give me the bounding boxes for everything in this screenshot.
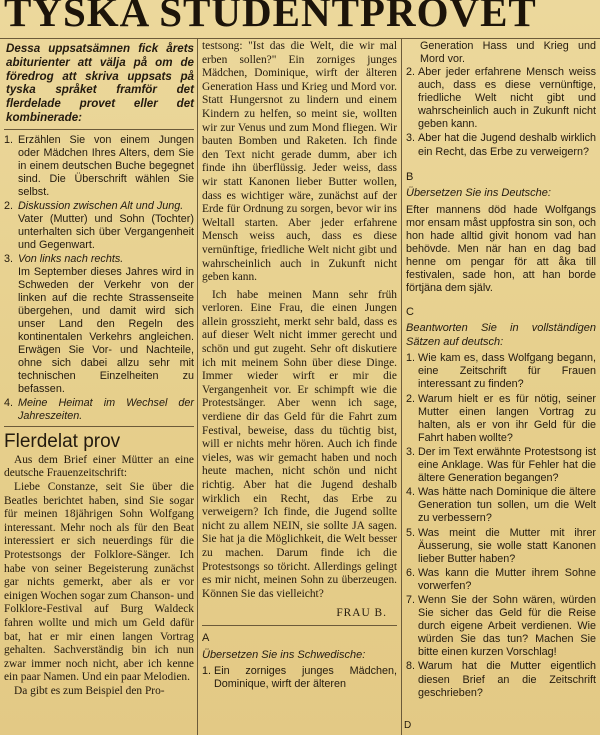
question-6: 6. Was kann die Mutter ihrem Sohne vorwerfen? xyxy=(406,566,596,592)
signature: FRAU B. xyxy=(336,607,387,620)
topic-2-title: Diskussion zwischen Alt und Jung. xyxy=(18,199,184,212)
question-3: 3. Der im Text erwähnte Protestsong ist eine Anklage. Was für Fehler hat die ältere Generation begangen? xyxy=(406,445,596,485)
topic-2-text: Vater (Mutter) und Sohn (Tochter) unterhalten sich über Vergangenheit und Gegenwart. xyxy=(18,212,194,251)
section-a-items xyxy=(202,665,397,691)
letter-paragraph-2: Ich habe meinen Mann sehr früh verloren. Eine Frau, die einen Jungen allein grosszieht, merkt sehr bald, dass es auf dieser Welt nicht immer gerecht und schön und gut zugeht. Sehr oft diskutiere ich mit meinem Sohn über diese Dinge. Immer wieder wirft er mir die Vergangenheit vor. Er schimpft wie die Protestsänger. Aber wenn ich sage, verdiene dir das Geld für die Fahrt zum Festival, beweise, dass du tüchtig bist, will er nichts mehr hören. Auch ich finde vieles, was wir gemacht haben und noch heute machen, nicht schön und nicht richtig. Aber hat die Jugend deshalb wirklich ein Recht, das Erbe zu verweigern? Ich finde, die Jugend sollte nicht zu allem NEIN, sie sollte JA sagen. Sie hat ja die Möglichkeit, die Welt besser zu machen. Darum finde ich die Protestsongs so töricht. Allerdings gelingt es mir nicht, meinen Sohn zu überzeugen. Können Sie das vielleicht? xyxy=(202,288,397,600)
topics-rule xyxy=(4,426,194,427)
letter-paragraph-1: testsong: "Ist das die Welt, die wir mal erben sollen?" Ein zorniges junges Mädchen, Dominique, wirft der älteren Generation Hass und Krieg und Mord vor. Statt Hungersnot zu lindern und einem Kindern zu helfen, so meint sie, wollten wir zur Venus und zum Mond fliegen. Wir bauten Bomben und Raketen. Ich finde den Text nicht gerade dumm, aber ich finde ihn überflüssig. Jeder weiss, dass wir statt Kanonen lieber Butter wollen, dass es wichtiger wäre, zunächst auf der Erde für Ordnung zu sorgen, bevor wir ins Weltall starten. Aber jeder erfahrene Mensch weiss auch, dass es diese vernünftige, friedliche Welt nicht gibt und wahrscheinlich auch in Zukunft nicht geben kann. xyxy=(202,40,397,284)
column-2 xyxy=(202,38,397,692)
letter-tail: Da gibt es zum Beispiel den Pro- xyxy=(14,684,165,697)
section-a-item-2: 2. Aber jeder erfahrene Mensch weiss auch, dass es diese vernünftige, friedliche Welt nicht gibt und wahrscheinlich auch in Zukunft nicht geben kann. xyxy=(406,66,596,131)
section-a-letter: A xyxy=(202,631,210,644)
section-c-questions xyxy=(406,352,596,699)
intro-rule xyxy=(4,129,194,130)
letter-body: Liebe Constanze, seit Sie über die Beatles berichtet haben, sind Sie sogar für meinen 18jährigen Sohn Wolfgang interessant. Mehr noch als für den Beat interessiert er sich neuerdings für die Protestsongs der Folklore-Sänger. Ich habe von seiner Begeisterung zunächst gar nichts gemerkt, aber als er vor einigen Wochen sogar zum Chanson- und Folklore-Festival auf Burg Waldeck fahren wollte und mich um Geld dafür bat, hat er mir einen langen Vortrag gehalten. Sachverständig bin ich nun zwar immer noch nicht, aber ich kenne ein paar Namen. Und ein paar Melodien. xyxy=(4,480,194,684)
topic-4: 4. Meine Heimat im Wechsel der Jahreszeiten. xyxy=(4,396,194,422)
section-b-instruction: Übersetzen Sie ins Deutsche: xyxy=(406,187,551,200)
column-rule-2 xyxy=(401,38,402,735)
column-1 xyxy=(4,38,194,698)
topic-3: 3. Von links nach rechts. Im September dieses Jahres wird in Schweden der Verkehr von der linken auf die rechte Strassenseite übergehen, und damit wird sich unser Land den Regeln des kontinentalen Verkehrs angleichen. Erwägen Sie Vor- und Nachteile, ohne sich dabei allzu sehr mit technischen Einzelheiten zu befassen. xyxy=(4,252,194,395)
question-7: 7. Wenn Sie der Sohn wären, würden Sie sicher das Geld für die Reise durch eigene Arbeit verdienen. Wie würden Sie das tun? Machen Sie bitte einen kurzen Vorschlag! xyxy=(406,593,596,659)
section-b-text: Efter mannens död hade Wolfgangs mor ensam måst uppfostra sin son, och hon hade alltid givit honom vad han behövde. Men när han en dag bad henne om pengar för att åka till festivalen, sade hon, att han borde förtjäna dem själv. xyxy=(406,203,596,295)
letter-lead: Aus dem Brief einer Mütter an eine deutsche Frauenzeitschrift: xyxy=(4,453,194,480)
question-4: 4. Was hätte nach Dominique die ältere Generation tun sollen, um die Welt zu verbessern? xyxy=(406,486,596,525)
section-a-instruction: Übersetzen Sie ins Schwedische: xyxy=(202,648,366,661)
column-3 xyxy=(406,38,596,701)
topic-3-title: Von links nach rechts. xyxy=(18,252,124,265)
section-a-item-3: 3. Aber hat die Jugend deshalb wirklich ein Recht, das Erbe zu verweigern? xyxy=(406,132,596,158)
topic-2: 2. Diskussion zwischen Alt und Jung. Vater (Mutter) und Sohn (Tochter) unterhalten sich über Vergangenheit und Gegenwart. xyxy=(4,199,194,251)
question-5: 5. Was meint die Mutter mit ihrer Äusserung, sie wolle statt Kanonen lieber Butter haben? xyxy=(406,526,596,565)
question-2: 2. Warum hielt er es für nötig, seiner Mutter einen langen Vortrag zu halten, als er von ihr Geld für die Fahrt haben wollte? xyxy=(406,392,596,444)
column-rule-1 xyxy=(197,38,198,735)
section-a-continued: Generation Hass und Krieg und Mord vor. xyxy=(420,40,596,65)
section-c-letter: C xyxy=(406,305,414,318)
intro-text: Dessa uppsatsämnen fick årets abiturienter att välja på om de föredrog att skriva uppsats på tyska språket framför det flerdelade provet eller det kombinerade: xyxy=(6,42,194,124)
section-a-item: 1. Ein zorniges junges Mädchen, Dominique, wirft der älteren xyxy=(202,665,397,691)
signature-rule xyxy=(202,625,397,626)
question-8: 8. Warum hat die Mutter eigentlich diesen Brief an die Zeitschrift geschrieben? xyxy=(406,660,596,699)
topic-1: 1. Erzählen Sie von einem Jungen oder Mädchen Ihres Alters, dem Sie in einem deutschen Buche begegnet sind. Die Überschrift wählen Sie selbst. xyxy=(4,133,194,198)
section-d-letter: D xyxy=(404,720,412,731)
section-a-more-items xyxy=(406,66,596,159)
topic-3-text: Im September dieses Jahres wird in Schweden der Verkehr von der linken auf die rechte Strassenseite übergehen, und damit wird sich unser Land den Regeln des kontinentalen Verkehrs angleichen. Erwägen Sie Vor- und Nachteile, ohne sich dabei allzu sehr mit technischen Einzelheiten zu befassen. xyxy=(18,265,194,395)
question-1: 1. Wie kam es, dass Wolfgang begann, eine Zeitschrift für Frauen interessant zu finden? xyxy=(406,352,596,391)
essay-topics xyxy=(4,134,194,423)
section-b-letter: B xyxy=(406,170,414,183)
section-heading: Flerdelat prov xyxy=(4,430,121,452)
section-c-instruction: Beantworten Sie in vollständigen Sätzen auf deutsch: xyxy=(406,322,596,348)
headline: TYSKA STUDENTPROVET xyxy=(4,0,537,32)
